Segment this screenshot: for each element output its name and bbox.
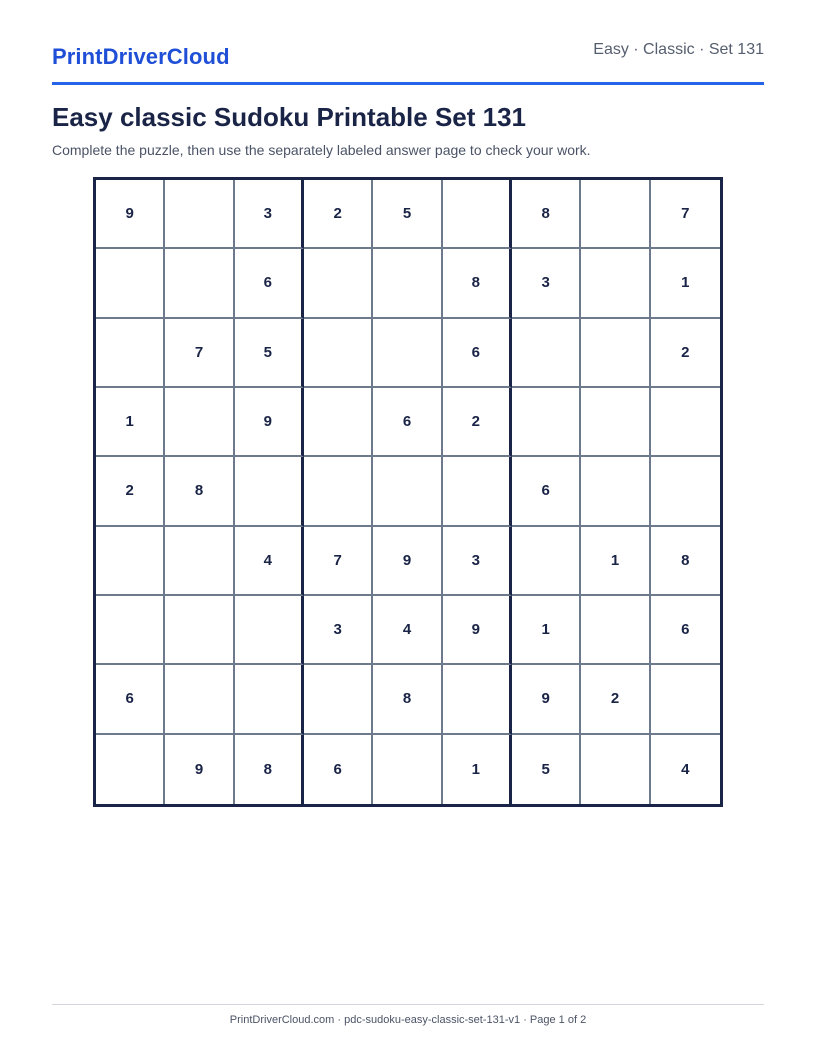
sudoku-cell: 6 <box>235 249 304 318</box>
sudoku-cell: 2 <box>651 319 720 388</box>
sudoku-cell <box>165 180 234 249</box>
sudoku-cell <box>581 735 650 804</box>
sudoku-cell: 9 <box>512 665 581 734</box>
page-footer: PrintDriverCloud.com · pdc-sudoku-easy-classic-set-131-v1 · Page 1 of 2 <box>229 1014 587 1026</box>
sudoku-cell <box>304 319 373 388</box>
sudoku-cell: 1 <box>651 249 720 318</box>
sudoku-cell: 3 <box>235 180 304 249</box>
sudoku-cell: 8 <box>235 735 304 804</box>
sudoku-grid <box>93 177 723 807</box>
brand-logo: PrintDriverCloud <box>52 44 230 69</box>
sudoku-cell <box>235 665 304 734</box>
sudoku-cell: 6 <box>96 665 165 734</box>
sudoku-cell: 1 <box>96 388 165 457</box>
sudoku-cell: 3 <box>512 249 581 318</box>
sudoku-cell: 9 <box>96 180 165 249</box>
sudoku-cell: 8 <box>373 665 442 734</box>
sudoku-cell <box>581 249 650 318</box>
sudoku-cell <box>165 388 234 457</box>
sudoku-cell <box>373 735 442 804</box>
sudoku-cell: 4 <box>373 596 442 665</box>
sudoku-cell <box>443 665 512 734</box>
sudoku-cell <box>235 596 304 665</box>
sudoku-cell <box>651 457 720 526</box>
sudoku-cell <box>165 665 234 734</box>
sudoku-cell: 7 <box>651 180 720 249</box>
sudoku-cell: 8 <box>443 249 512 318</box>
sudoku-cell <box>373 457 442 526</box>
sudoku-cell <box>304 249 373 318</box>
sudoku-cell: 2 <box>443 388 512 457</box>
sudoku-cell <box>443 180 512 249</box>
footer-divider <box>52 1004 764 1005</box>
sudoku-cell: 5 <box>373 180 442 249</box>
sudoku-cell <box>581 388 650 457</box>
sudoku-cell <box>304 388 373 457</box>
sudoku-cell: 1 <box>512 596 581 665</box>
sudoku-cell <box>96 527 165 596</box>
sudoku-cell: 4 <box>681 760 690 778</box>
sudoku-cell <box>165 249 234 318</box>
sudoku-cell <box>96 735 165 804</box>
sudoku-cell <box>96 319 165 388</box>
sudoku-cell <box>443 457 512 526</box>
sudoku-cell <box>96 596 165 665</box>
sudoku-cell: 4 <box>235 527 304 596</box>
sudoku-cell: 3 <box>304 596 373 665</box>
sudoku-cell <box>512 319 581 388</box>
sudoku-cell: 1 <box>581 527 650 596</box>
sudoku-cell: 6 <box>651 596 720 665</box>
sudoku-cell: 5 <box>235 319 304 388</box>
sudoku-cell <box>373 319 442 388</box>
sudoku-cell <box>373 249 442 318</box>
sudoku-cell <box>235 457 304 526</box>
sudoku-cell: 2 <box>96 457 165 526</box>
sudoku-cell <box>581 180 650 249</box>
sudoku-cell: 3 <box>443 527 512 596</box>
sudoku-cell <box>165 527 234 596</box>
sudoku-cell: 5 <box>512 735 581 804</box>
sudoku-cell: 2 <box>304 180 373 249</box>
sudoku-cell: 6 <box>373 388 442 457</box>
sudoku-cell: 2 <box>581 665 650 734</box>
sudoku-cell: 8 <box>512 180 581 249</box>
sudoku-cell: 7 <box>165 319 234 388</box>
sudoku-cell: 9 <box>235 388 304 457</box>
sudoku-cell <box>581 319 650 388</box>
sudoku-cell: 6 <box>304 735 373 804</box>
sudoku-cell <box>96 249 165 318</box>
sudoku-cell <box>581 596 650 665</box>
sudoku-cell: 8 <box>165 457 234 526</box>
sudoku-cell <box>581 457 650 526</box>
page-title: Easy classic Sudoku Printable Set 131 <box>52 102 527 132</box>
sudoku-cell <box>304 665 373 734</box>
sudoku-cell: 7 <box>304 527 373 596</box>
sudoku-cell: 9 <box>443 596 512 665</box>
sudoku-cell <box>304 457 373 526</box>
page-subtitle: Complete the puzzle, then use the separately labeled answer page to check your work. <box>52 142 591 158</box>
sudoku-cell: 1 <box>443 735 512 804</box>
sudoku-cell <box>651 388 720 457</box>
sudoku-cell <box>512 527 581 596</box>
sudoku-cell: 8 <box>651 527 720 596</box>
sudoku-cell: 9 <box>165 735 234 804</box>
sudoku-cell: 9 <box>373 527 442 596</box>
header-divider <box>52 82 764 85</box>
sudoku-cell: 6 <box>512 457 581 526</box>
sudoku-cell: 6 <box>443 319 512 388</box>
sudoku-cell <box>512 388 581 457</box>
puzzle-meta: Easy · Classic · Set 131 <box>593 41 764 58</box>
sudoku-cell <box>651 665 720 734</box>
sudoku-cell <box>165 596 234 665</box>
